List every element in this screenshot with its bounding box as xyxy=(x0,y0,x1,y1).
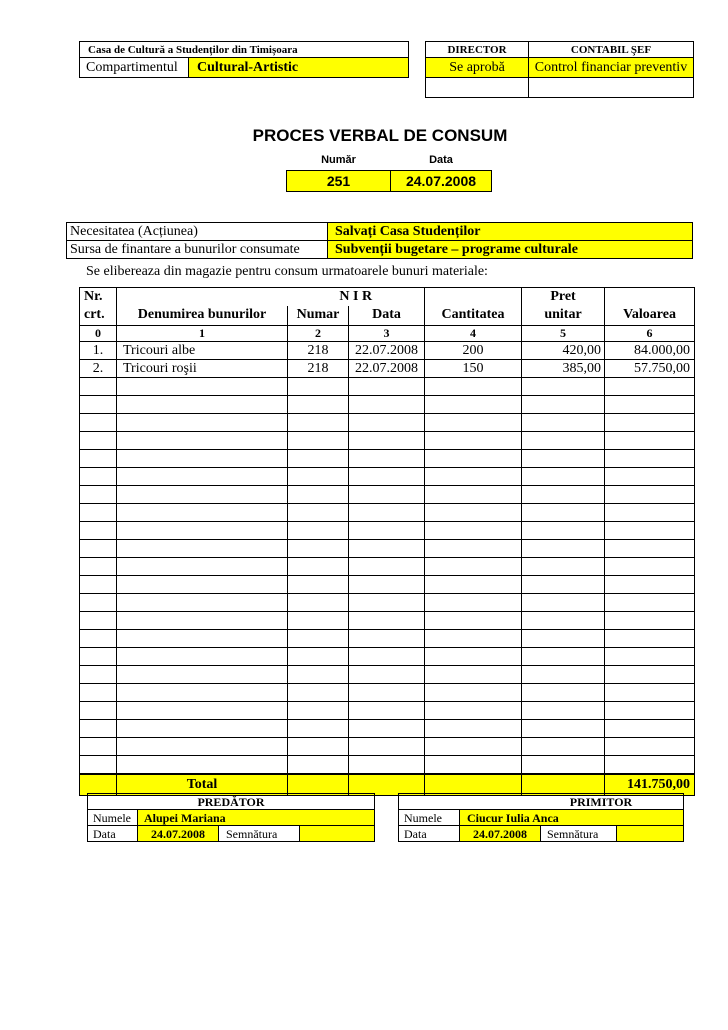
empty-cell xyxy=(349,468,425,486)
empty-cell xyxy=(605,666,695,684)
source-label-cell xyxy=(66,240,328,259)
department-value: Cultural-Artistic xyxy=(197,60,299,75)
empty-cell xyxy=(288,612,349,630)
empty-table-row xyxy=(80,468,695,486)
empty-cell xyxy=(288,720,349,738)
empty-cell xyxy=(80,504,117,522)
empty-cell xyxy=(425,396,522,414)
receiver-date-label-cell xyxy=(398,825,460,842)
giver-name: Alupei Mariana xyxy=(144,811,226,825)
empty-cell xyxy=(349,756,425,775)
empty-cell xyxy=(605,594,695,612)
empty-table-row xyxy=(80,720,695,738)
empty-cell xyxy=(117,648,288,666)
empty-cell xyxy=(288,504,349,522)
empty-table-row xyxy=(80,702,695,720)
empty-cell xyxy=(425,540,522,558)
document-number xyxy=(286,170,391,192)
accountant-title: CONTABIL ŞEF xyxy=(570,44,652,56)
empty-table-row xyxy=(80,594,695,612)
empty-cell xyxy=(425,684,522,702)
empty-cell xyxy=(117,684,288,702)
empty-cell xyxy=(425,414,522,432)
empty-table-row xyxy=(80,666,695,684)
empty-cell xyxy=(425,756,522,775)
empty-cell xyxy=(522,576,605,594)
institution-cell xyxy=(79,41,409,58)
giver-date-label-cell xyxy=(87,825,138,842)
empty-cell xyxy=(80,396,117,414)
empty-rows xyxy=(80,378,695,775)
director-signature-cell xyxy=(425,77,529,98)
department-label: Compartimentul xyxy=(86,60,178,75)
giver-name-cell xyxy=(137,809,375,826)
director-title-cell xyxy=(425,41,529,58)
empty-table-row xyxy=(80,414,695,432)
empty-cell xyxy=(605,684,695,702)
empty-cell xyxy=(80,378,117,396)
receiver-name-label: Numele xyxy=(404,811,442,825)
document-number-value: 251 xyxy=(326,173,351,189)
empty-cell xyxy=(288,540,349,558)
institution-name: Casa de Cultură a Studenților din Timișoara xyxy=(88,44,298,56)
empty-cell xyxy=(80,414,117,432)
total-value: 141.750,00 xyxy=(605,774,695,796)
empty-table-row xyxy=(80,378,695,396)
table-row xyxy=(80,342,695,360)
empty-cell xyxy=(605,738,695,756)
empty-cell xyxy=(80,450,117,468)
empty-cell xyxy=(522,612,605,630)
empty-cell xyxy=(80,576,117,594)
empty-cell xyxy=(522,396,605,414)
header-name: Denumirea bunurilor xyxy=(117,306,288,326)
giver-date-cell xyxy=(137,825,219,842)
empty-cell xyxy=(288,738,349,756)
empty-cell xyxy=(117,720,288,738)
empty-cell xyxy=(117,396,288,414)
giver-date-label: Data xyxy=(93,827,116,841)
empty-cell xyxy=(522,486,605,504)
empty-table-row xyxy=(80,396,695,414)
empty-cell xyxy=(605,558,695,576)
document-title: PROCES VERBAL DE CONSUM xyxy=(252,126,508,145)
empty-cell xyxy=(117,378,288,396)
department-label-cell xyxy=(79,57,189,78)
empty-table-row xyxy=(80,684,695,702)
row-nr: 1. xyxy=(80,342,117,360)
empty-cell xyxy=(288,522,349,540)
empty-table-row xyxy=(80,612,695,630)
table-row xyxy=(80,360,695,378)
empty-cell xyxy=(288,648,349,666)
empty-cell xyxy=(349,720,425,738)
empty-table-row xyxy=(80,432,695,450)
empty-cell xyxy=(425,504,522,522)
empty-cell xyxy=(117,558,288,576)
empty-cell xyxy=(288,558,349,576)
empty-cell xyxy=(605,540,695,558)
empty-cell xyxy=(522,756,605,775)
empty-cell xyxy=(80,630,117,648)
empty-table-row xyxy=(80,576,695,594)
empty-table-row xyxy=(80,540,695,558)
empty-cell xyxy=(117,414,288,432)
empty-cell xyxy=(117,468,288,486)
empty-cell xyxy=(522,450,605,468)
receiver-signature-label-cell xyxy=(540,825,617,842)
giver-signature-field[interactable] xyxy=(299,825,375,842)
empty-cell xyxy=(117,702,288,720)
empty-cell xyxy=(117,612,288,630)
empty-cell xyxy=(80,720,117,738)
empty-cell xyxy=(349,504,425,522)
row-nr: 2. xyxy=(80,360,117,378)
empty-cell xyxy=(117,630,288,648)
empty-cell xyxy=(349,414,425,432)
empty-cell xyxy=(425,450,522,468)
receiver-name-label-cell xyxy=(398,809,460,826)
empty-cell xyxy=(80,468,117,486)
empty-cell xyxy=(80,648,117,666)
empty-cell xyxy=(425,378,522,396)
empty-cell xyxy=(522,504,605,522)
row-nir-number: 218 xyxy=(288,342,349,360)
empty-cell xyxy=(425,468,522,486)
empty-cell xyxy=(349,432,425,450)
empty-cell xyxy=(288,396,349,414)
empty-cell xyxy=(425,666,522,684)
empty-cell xyxy=(349,612,425,630)
empty-cell xyxy=(288,414,349,432)
empty-cell xyxy=(288,756,349,775)
empty-cell xyxy=(605,522,695,540)
empty-cell xyxy=(117,486,288,504)
empty-cell xyxy=(288,576,349,594)
column-number-row xyxy=(80,326,695,342)
empty-cell xyxy=(117,738,288,756)
accountant-signature-cell xyxy=(528,77,694,98)
empty-table-row xyxy=(80,738,695,756)
empty-cell xyxy=(117,576,288,594)
empty-cell xyxy=(605,486,695,504)
document-date xyxy=(390,170,492,192)
empty-cell xyxy=(605,396,695,414)
empty-cell xyxy=(80,756,117,775)
empty-cell xyxy=(80,486,117,504)
col-number: 6 xyxy=(605,326,695,342)
empty-cell xyxy=(425,648,522,666)
accountant-title-cell xyxy=(528,41,694,58)
empty-cell xyxy=(288,594,349,612)
department-value-cell xyxy=(188,57,409,78)
row-name: Tricouri albe xyxy=(117,342,288,360)
empty-cell xyxy=(605,450,695,468)
director-approval: Se aprobă xyxy=(449,60,505,75)
empty-cell xyxy=(288,684,349,702)
empty-cell xyxy=(522,540,605,558)
empty-cell xyxy=(117,756,288,775)
empty-cell xyxy=(605,576,695,594)
release-text: Se elibereaza din magazie pentru consum urmatoarele bunuri materiale: xyxy=(86,264,488,279)
empty-table-row xyxy=(80,558,695,576)
empty-cell xyxy=(522,522,605,540)
giver-signature-label: Semnătura xyxy=(226,827,278,841)
empty-table-row xyxy=(80,504,695,522)
empty-cell xyxy=(349,738,425,756)
col-number: 2 xyxy=(288,326,349,342)
receiver-date-cell xyxy=(459,825,541,842)
empty-cell xyxy=(425,576,522,594)
accountant-approval: Control financiar preventiv xyxy=(534,60,688,75)
header-price-line1: Pret xyxy=(522,288,605,306)
empty-cell xyxy=(80,594,117,612)
empty-cell xyxy=(117,522,288,540)
giver-signature-label-cell xyxy=(218,825,300,842)
receiver-title: PRIMITOR xyxy=(569,795,633,809)
empty-cell xyxy=(522,468,605,486)
empty-table-row xyxy=(80,630,695,648)
number-label: Număr xyxy=(321,154,356,166)
empty-cell xyxy=(80,666,117,684)
source-value-cell xyxy=(327,240,693,259)
empty-cell xyxy=(605,702,695,720)
receiver-date-label: Data xyxy=(404,827,427,841)
empty-cell xyxy=(425,720,522,738)
row-quantity: 200 xyxy=(425,342,522,360)
row-nir-date: 22.07.2008 xyxy=(349,360,425,378)
empty-cell xyxy=(117,432,288,450)
row-price: 385,00 xyxy=(522,360,605,378)
empty-cell xyxy=(288,450,349,468)
empty-cell xyxy=(522,414,605,432)
empty-cell xyxy=(522,666,605,684)
empty-cell xyxy=(349,450,425,468)
header-nr-line1: Nr. xyxy=(80,288,117,306)
empty-cell xyxy=(349,522,425,540)
empty-cell xyxy=(522,702,605,720)
need-label: Necesitatea (Acțiunea) xyxy=(70,224,198,239)
row-nir-number: 218 xyxy=(288,360,349,378)
source-label: Sursa de finantare a bunurilor consumate xyxy=(70,242,300,257)
empty-cell xyxy=(288,432,349,450)
receiver-name-cell xyxy=(459,809,684,826)
document-date-value: 24.07.2008 xyxy=(405,173,477,189)
row-name: Tricouri roşii xyxy=(117,360,288,378)
empty-cell xyxy=(288,666,349,684)
empty-cell xyxy=(605,414,695,432)
header-nir-number: Numar xyxy=(288,306,349,326)
empty-cell xyxy=(80,612,117,630)
row-price: 420,00 xyxy=(522,342,605,360)
empty-cell xyxy=(349,486,425,504)
empty-table-row xyxy=(80,486,695,504)
empty-cell xyxy=(80,684,117,702)
row-value: 57.750,00 xyxy=(605,360,695,378)
empty-cell xyxy=(80,558,117,576)
empty-cell xyxy=(349,576,425,594)
empty-cell xyxy=(349,396,425,414)
empty-cell xyxy=(117,666,288,684)
empty-cell xyxy=(349,540,425,558)
header-nir: N I R xyxy=(288,288,425,306)
total-label: Total xyxy=(117,774,288,796)
need-value-cell xyxy=(327,222,693,241)
empty-cell xyxy=(425,612,522,630)
empty-cell xyxy=(80,522,117,540)
items-table xyxy=(79,287,695,796)
empty-cell xyxy=(522,558,605,576)
receiver-signature-label: Semnătura xyxy=(547,827,599,841)
empty-cell xyxy=(605,756,695,775)
empty-cell xyxy=(349,630,425,648)
empty-cell xyxy=(605,630,695,648)
receiver-title-cell xyxy=(398,793,684,810)
empty-cell xyxy=(80,702,117,720)
empty-cell xyxy=(522,720,605,738)
need-value: Salvați Casa Studenților xyxy=(335,224,481,239)
empty-cell xyxy=(80,540,117,558)
empty-cell xyxy=(425,702,522,720)
director-title: DIRECTOR xyxy=(447,44,507,56)
empty-cell xyxy=(117,450,288,468)
row-value: 84.000,00 xyxy=(605,342,695,360)
empty-table-row xyxy=(80,522,695,540)
empty-cell xyxy=(605,720,695,738)
empty-cell xyxy=(288,486,349,504)
empty-cell xyxy=(288,702,349,720)
empty-table-row xyxy=(80,648,695,666)
col-number: 1 xyxy=(117,326,288,342)
empty-cell xyxy=(349,378,425,396)
source-value: Subvenții bugetare – programe culturale xyxy=(335,242,578,257)
empty-cell xyxy=(522,594,605,612)
giver-title-cell xyxy=(87,793,375,810)
header-quantity: Cantitatea xyxy=(425,306,522,326)
empty-cell xyxy=(605,378,695,396)
empty-cell xyxy=(425,738,522,756)
accountant-approval-cell xyxy=(528,57,694,78)
empty-cell xyxy=(605,468,695,486)
header-nir-date: Data xyxy=(349,306,425,326)
director-approval-cell xyxy=(425,57,529,78)
empty-cell xyxy=(117,540,288,558)
receiver-signature-field[interactable] xyxy=(616,825,684,842)
empty-cell xyxy=(349,558,425,576)
empty-cell xyxy=(522,648,605,666)
header-price-line2: unitar xyxy=(522,306,605,326)
header-nr-line2: crt. xyxy=(80,306,117,326)
giver-date: 24.07.2008 xyxy=(151,827,205,841)
empty-cell xyxy=(288,630,349,648)
empty-cell xyxy=(425,558,522,576)
row-nir-date: 22.07.2008 xyxy=(349,342,425,360)
giver-title: PREDĂTOR xyxy=(197,795,265,809)
empty-cell xyxy=(425,630,522,648)
empty-cell xyxy=(349,684,425,702)
receiver-date: 24.07.2008 xyxy=(473,827,527,841)
empty-cell xyxy=(522,738,605,756)
empty-cell xyxy=(349,666,425,684)
header-value: Valoarea xyxy=(605,306,695,326)
col-number: 3 xyxy=(349,326,425,342)
empty-cell xyxy=(80,738,117,756)
empty-cell xyxy=(349,594,425,612)
empty-cell xyxy=(522,684,605,702)
empty-table-row xyxy=(80,756,695,775)
empty-cell xyxy=(605,612,695,630)
empty-cell xyxy=(425,432,522,450)
empty-cell xyxy=(117,594,288,612)
col-number: 5 xyxy=(522,326,605,342)
empty-cell xyxy=(349,702,425,720)
empty-table-row xyxy=(80,450,695,468)
empty-cell xyxy=(425,486,522,504)
empty-cell xyxy=(605,648,695,666)
empty-cell xyxy=(80,432,117,450)
need-label-cell xyxy=(66,222,328,241)
receiver-name: Ciucur Iulia Anca xyxy=(467,811,559,825)
empty-cell xyxy=(522,432,605,450)
empty-cell xyxy=(349,648,425,666)
col-number: 0 xyxy=(80,326,117,342)
empty-cell xyxy=(522,378,605,396)
empty-cell xyxy=(522,630,605,648)
empty-cell xyxy=(117,504,288,522)
date-label: Data xyxy=(429,154,453,166)
empty-cell xyxy=(288,468,349,486)
giver-name-label-cell xyxy=(87,809,138,826)
empty-cell xyxy=(605,504,695,522)
col-number: 4 xyxy=(425,326,522,342)
row-quantity: 150 xyxy=(425,360,522,378)
empty-cell xyxy=(288,378,349,396)
giver-name-label: Numele xyxy=(93,811,131,825)
empty-cell xyxy=(605,432,695,450)
empty-cell xyxy=(425,594,522,612)
empty-cell xyxy=(425,522,522,540)
